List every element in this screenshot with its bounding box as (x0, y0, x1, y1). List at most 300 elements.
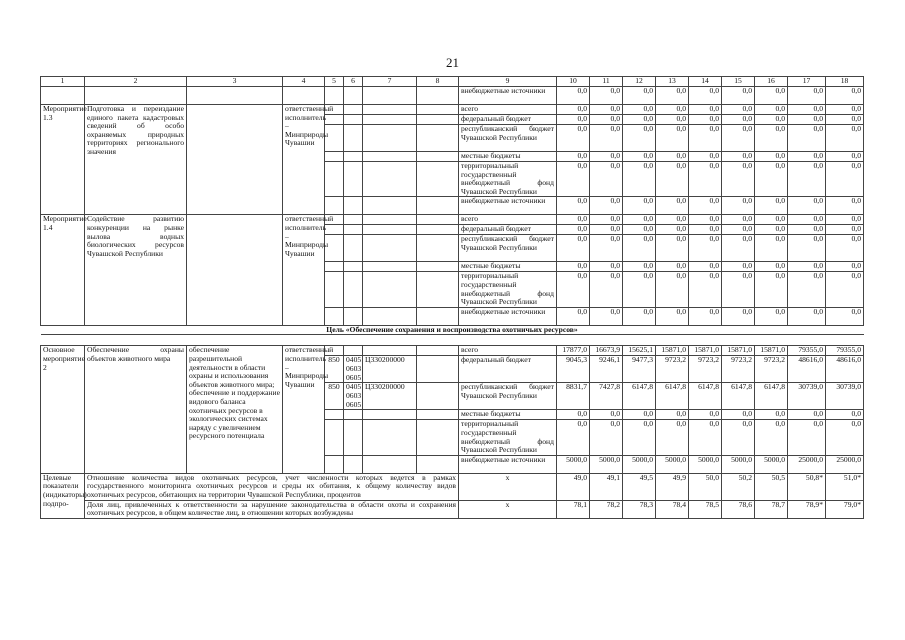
value-cell: 0,0 (656, 105, 689, 115)
empty-cell (344, 272, 363, 307)
value-cell: 0,0 (722, 125, 755, 152)
empty-cell (344, 455, 363, 473)
value-cell: 0,0 (788, 197, 826, 215)
value-cell: 0,0 (557, 262, 590, 272)
value-cell: 0,0 (656, 125, 689, 152)
value-cell: 0,0 (722, 115, 755, 125)
indicator-value: 79,0* (826, 500, 864, 518)
value-cell: 0,0 (826, 162, 864, 197)
column-number: 14 (689, 77, 722, 87)
column-number: 5 (325, 77, 344, 87)
value-cell: 0,0 (590, 125, 623, 152)
value-cell: 0,0 (826, 410, 864, 420)
empty-cell (344, 420, 363, 455)
empty-cell (325, 307, 344, 325)
header-row (41, 77, 864, 87)
source-label: местные бюджеты (459, 410, 557, 420)
empty-cell (344, 307, 363, 325)
value-cell: 0,0 (590, 215, 623, 225)
value-cell: 5000,0 (557, 455, 590, 473)
value-cell: 0,0 (755, 162, 788, 197)
value-cell: 0,0 (656, 215, 689, 225)
value-cell: 79355,0 (788, 346, 826, 356)
value-cell: 0,0 (689, 125, 722, 152)
value-cell: 0,0 (590, 410, 623, 420)
value-cell: 6147,8 (656, 383, 689, 410)
grbs-code: 850 (325, 356, 344, 383)
indicator-text: Доля лиц, привлеченных к ответственности за нарушение законодательства в области охоты и сохранения охотничьих ресурсов, в общем количестве лиц, в отношении которых возбуждены (85, 500, 459, 518)
column-number: 8 (417, 77, 459, 87)
empty-cell (363, 87, 417, 105)
value-cell: 0,0 (590, 262, 623, 272)
empty-cell (417, 152, 459, 162)
value-cell: 0,0 (755, 215, 788, 225)
value-cell: 0,0 (557, 235, 590, 262)
value-cell: 0,0 (656, 225, 689, 235)
value-cell: 0,0 (623, 272, 656, 307)
value-cell: 0,0 (826, 225, 864, 235)
measure-task (187, 215, 283, 325)
empty-cell (417, 410, 459, 420)
empty-cell (344, 87, 363, 105)
empty-cell (325, 420, 344, 455)
empty-cell (325, 272, 344, 307)
value-cell: 0,0 (557, 162, 590, 197)
column-number: 3 (187, 77, 283, 87)
value-cell: 0,0 (826, 197, 864, 215)
value-cell: 15871,0 (722, 346, 755, 356)
empty-cell (363, 420, 417, 455)
empty-cell (417, 125, 459, 152)
value-cell: 0,0 (722, 262, 755, 272)
empty-cell (41, 87, 85, 105)
value-cell: 0,0 (689, 420, 722, 455)
source-label: местные бюджеты (459, 262, 557, 272)
value-cell: 0,0 (557, 420, 590, 455)
value-cell: 48616,0 (788, 356, 826, 383)
value-cell: 0,0 (623, 162, 656, 197)
value-cell: 9477,3 (623, 356, 656, 383)
value-cell: 0,0 (755, 307, 788, 325)
indicator-row (41, 473, 864, 500)
empty-cell (417, 455, 459, 473)
column-number: 1 (41, 77, 85, 87)
value-cell: 0,0 (689, 162, 722, 197)
value-cell: 0,0 (656, 115, 689, 125)
value-cell: 0,0 (689, 105, 722, 115)
value-cell: 0,0 (590, 105, 623, 115)
indicator-value: 50,2 (722, 473, 755, 500)
empty-cell (283, 87, 325, 105)
value-cell: 0,0 (590, 162, 623, 197)
rzpr-code: 0405 0603 0605 (344, 356, 363, 383)
measure-name: Содействие развитию конкуренции на рынке вылова водных биологических ресурсов Чувашской Республики (85, 215, 187, 325)
csr-code: Ц330200000 (363, 356, 417, 383)
empty-cell (417, 197, 459, 215)
value-cell: 15871,0 (755, 346, 788, 356)
value-cell: 0,0 (590, 225, 623, 235)
value-cell: 0,0 (557, 225, 590, 235)
value-cell: 0,0 (590, 420, 623, 455)
source-label: территориальный государственный внебюджетный фонд Чувашской Республики (459, 420, 557, 455)
value-cell: 0,0 (755, 115, 788, 125)
value-cell: 6147,8 (689, 383, 722, 410)
empty-cell (187, 87, 283, 105)
column-number: 15 (722, 77, 755, 87)
value-cell: 0,0 (826, 87, 864, 105)
empty-cell (417, 420, 459, 455)
empty-cell (363, 125, 417, 152)
empty-cell (325, 197, 344, 215)
empty-cell (417, 105, 459, 115)
empty-cell (344, 162, 363, 197)
value-cell: 0,0 (590, 152, 623, 162)
value-cell: 15871,0 (689, 346, 722, 356)
value-cell: 30739,0 (788, 383, 826, 410)
source-label: республиканский бюджет Чувашской Республики (459, 235, 557, 262)
empty-cell (363, 225, 417, 235)
empty-cell (344, 152, 363, 162)
indicator-value: 49,9 (656, 473, 689, 500)
value-cell: 0,0 (722, 420, 755, 455)
value-cell: 0,0 (826, 272, 864, 307)
value-cell: 0,0 (557, 115, 590, 125)
source-label: всего (459, 215, 557, 225)
value-cell: 0,0 (656, 420, 689, 455)
value-cell: 0,0 (755, 410, 788, 420)
value-cell: 0,0 (623, 87, 656, 105)
value-cell: 0,0 (623, 410, 656, 420)
indicator-x: x (459, 473, 557, 500)
value-cell: 0,0 (755, 235, 788, 262)
value-cell: 15625,1 (623, 346, 656, 356)
empty-cell (417, 346, 459, 356)
empty-cell (363, 162, 417, 197)
value-cell: 0,0 (722, 225, 755, 235)
value-cell: 0,0 (722, 105, 755, 115)
column-number: 4 (283, 77, 325, 87)
value-cell: 0,0 (656, 272, 689, 307)
empty-cell (344, 115, 363, 125)
value-cell: 0,0 (557, 125, 590, 152)
empty-cell (344, 105, 363, 115)
value-cell: 0,0 (689, 152, 722, 162)
value-cell: 0,0 (557, 307, 590, 325)
source-label: территориальный государственный внебюджетный фонд Чувашской Республики (459, 272, 557, 307)
indicator-value: 49,0 (557, 473, 590, 500)
indicator-value: 78,3 (623, 500, 656, 518)
measure-status: Мероприятие 1.3 (41, 105, 85, 215)
empty-cell (417, 215, 459, 225)
empty-cell (363, 346, 417, 356)
value-cell: 0,0 (755, 225, 788, 235)
value-cell: 0,0 (788, 125, 826, 152)
value-cell: 0,0 (755, 262, 788, 272)
empty-cell (363, 105, 417, 115)
indicator-value: 78,6 (722, 500, 755, 518)
goal-heading: Цель «Обеспечение сохранения и воспроизводства охотничьих ресурсов» (41, 325, 864, 335)
indicator-value: 78,5 (689, 500, 722, 518)
value-cell: 0,0 (722, 197, 755, 215)
value-cell: 0,0 (590, 115, 623, 125)
empty-cell (417, 307, 459, 325)
value-cell: 0,0 (722, 410, 755, 420)
value-cell: 0,0 (826, 307, 864, 325)
empty-cell (417, 87, 459, 105)
value-cell: 5000,0 (689, 455, 722, 473)
value-cell: 16673,9 (590, 346, 623, 356)
source-label: республиканский бюджет Чувашской Республики (459, 383, 557, 410)
value-cell: 0,0 (722, 215, 755, 225)
spacer (41, 335, 864, 346)
value-cell: 0,0 (623, 197, 656, 215)
empty-cell (325, 115, 344, 125)
empty-cell (417, 262, 459, 272)
value-cell: 0,0 (623, 225, 656, 235)
value-cell: 0,0 (656, 235, 689, 262)
column-number: 13 (656, 77, 689, 87)
empty-cell (325, 225, 344, 235)
indicator-value: 78,2 (590, 500, 623, 518)
value-cell: 0,0 (590, 197, 623, 215)
value-cell: 6147,8 (722, 383, 755, 410)
column-number: 7 (363, 77, 417, 87)
value-cell: 0,0 (722, 272, 755, 307)
value-cell: 0,0 (689, 262, 722, 272)
empty-cell (363, 455, 417, 473)
value-cell: 5000,0 (755, 455, 788, 473)
source-label: федеральный бюджет (459, 115, 557, 125)
value-cell: 0,0 (755, 420, 788, 455)
value-cell: 0,0 (656, 410, 689, 420)
value-cell: 0,0 (788, 115, 826, 125)
source-label: внебюджетные источники (459, 197, 557, 215)
value-cell: 0,0 (689, 115, 722, 125)
value-cell: 0,0 (788, 162, 826, 197)
value-cell: 0,0 (722, 307, 755, 325)
value-cell: 0,0 (826, 215, 864, 225)
value-cell: 0,0 (557, 215, 590, 225)
empty-cell (344, 410, 363, 420)
indicator-value: 78,4 (656, 500, 689, 518)
indicator-text: Отношение количества видов охотничьих ресурсов, учет численности которых ведется в рамках государственного мониторинга охотничьих ресурсов и среды их обитания, к общему количеству видов охотничьих ресурсов, обитающих на территории Чувашской Республики, процентов (85, 473, 459, 500)
value-cell: 0,0 (623, 235, 656, 262)
empty-cell (363, 115, 417, 125)
value-cell: 0,0 (722, 235, 755, 262)
column-number: 9 (459, 77, 557, 87)
value-cell: 9723,2 (722, 356, 755, 383)
value-cell: 0,0 (722, 87, 755, 105)
value-cell: 0,0 (557, 410, 590, 420)
empty-cell (325, 262, 344, 272)
value-cell: 0,0 (755, 125, 788, 152)
empty-cell (325, 152, 344, 162)
indicator-value: 50,0 (689, 473, 722, 500)
value-cell: 0,0 (788, 87, 826, 105)
value-cell: 0,0 (788, 272, 826, 307)
indicator-value: 49,5 (623, 473, 656, 500)
responsible-executor: ответственный исполнитель – Минприроды Чувашии (283, 215, 325, 325)
value-cell: 0,0 (656, 152, 689, 162)
empty-cell (344, 125, 363, 152)
measure-name: Подготовка и переиздание единого пакета кадастровых сведений об особо охраняемых природных территориях регионального значения (85, 105, 187, 215)
value-cell: 0,0 (689, 197, 722, 215)
value-cell: 6147,8 (755, 383, 788, 410)
value-cell: 0,0 (755, 197, 788, 215)
empty-cell (363, 152, 417, 162)
value-cell: 8831,7 (557, 383, 590, 410)
indicator-value: 78,7 (755, 500, 788, 518)
value-cell: 0,0 (755, 152, 788, 162)
empty-cell (325, 410, 344, 420)
measure-task (187, 105, 283, 215)
value-cell: 0,0 (788, 410, 826, 420)
empty-cell (363, 215, 417, 225)
measure-task: обеспечение разрешительной деятельности в области охраны и использования объектов животного мира; обеспечение и поддержание видового баланса охотничьих ресурсов в экологических системах наряду с увеличением ресурсного потенциала (187, 346, 283, 473)
indicator-x: x (459, 500, 557, 518)
value-cell: 0,0 (722, 152, 755, 162)
value-cell: 0,0 (788, 307, 826, 325)
value-cell: 0,0 (689, 225, 722, 235)
value-cell: 0,0 (826, 105, 864, 115)
table-row (41, 105, 864, 115)
value-cell: 5000,0 (623, 455, 656, 473)
indicator-value: 50,8* (788, 473, 826, 500)
value-cell: 48616,0 (826, 356, 864, 383)
source-label: федеральный бюджет (459, 225, 557, 235)
value-cell: 0,0 (590, 272, 623, 307)
responsible-executor: ответственный исполнитель – Минприроды Чувашии (283, 346, 325, 473)
value-cell: 0,0 (788, 215, 826, 225)
indicator-row (41, 500, 864, 518)
empty-cell (417, 383, 459, 410)
value-cell: 0,0 (689, 87, 722, 105)
empty-cell (417, 272, 459, 307)
empty-cell (344, 235, 363, 262)
empty-cell (325, 87, 344, 105)
empty-cell (417, 115, 459, 125)
csr-code: Ц330200000 (363, 383, 417, 410)
value-cell: 0,0 (557, 197, 590, 215)
value-cell: 0,0 (826, 235, 864, 262)
value-cell: 9723,2 (656, 356, 689, 383)
value-cell: 0,0 (623, 262, 656, 272)
value-cell: 25000,0 (826, 455, 864, 473)
value-cell: 0,0 (788, 235, 826, 262)
empty-cell (325, 455, 344, 473)
value-cell: 0,0 (656, 162, 689, 197)
table-row (41, 87, 864, 105)
value-cell: 0,0 (755, 87, 788, 105)
rzpr-code: 0405 0603 0605 (344, 383, 363, 410)
column-number: 11 (590, 77, 623, 87)
measure-status: Мероприятие 1.4 (41, 215, 85, 325)
value-cell: 9723,2 (755, 356, 788, 383)
measure-name: Обеспечение охраны объектов животного мира (85, 346, 187, 473)
column-number: 16 (755, 77, 788, 87)
value-cell: 9723,2 (689, 356, 722, 383)
indicator-value: 51,0* (826, 473, 864, 500)
value-cell: 6147,8 (623, 383, 656, 410)
indicators-label: Целевые показатели (индикаторы) подпро- (41, 473, 85, 518)
value-cell: 5000,0 (590, 455, 623, 473)
measure-status: Основное мероприятие 2 (41, 346, 85, 473)
column-number: 2 (85, 77, 187, 87)
value-cell: 0,0 (590, 307, 623, 325)
value-cell: 9246,1 (590, 356, 623, 383)
value-cell: 5000,0 (722, 455, 755, 473)
value-cell: 15871,0 (656, 346, 689, 356)
value-cell: 0,0 (590, 87, 623, 105)
value-cell: 30739,0 (826, 383, 864, 410)
empty-cell (344, 197, 363, 215)
page-number: 21 (446, 55, 459, 70)
responsible-executor: ответственный исполнитель – Минприроды Чувашии (283, 105, 325, 215)
table-row (41, 215, 864, 225)
value-cell: 0,0 (557, 105, 590, 115)
empty-cell (363, 307, 417, 325)
value-cell: 0,0 (557, 272, 590, 307)
value-cell: 0,0 (826, 115, 864, 125)
empty-cell (363, 410, 417, 420)
value-cell: 0,0 (623, 307, 656, 325)
empty-cell (363, 262, 417, 272)
value-cell: 0,0 (623, 420, 656, 455)
value-cell: 0,0 (788, 262, 826, 272)
value-cell: 0,0 (656, 87, 689, 105)
empty-cell (417, 225, 459, 235)
column-number: 12 (623, 77, 656, 87)
indicator-value: 49,1 (590, 473, 623, 500)
value-cell: 0,0 (755, 272, 788, 307)
empty-cell (417, 162, 459, 197)
source-label: территориальный государственный внебюджетный фонд Чувашской Республики (459, 162, 557, 197)
value-cell: 9045,3 (557, 356, 590, 383)
budget-table (40, 76, 864, 519)
value-cell: 0,0 (623, 105, 656, 115)
value-cell: 0,0 (755, 105, 788, 115)
column-number: 10 (557, 77, 590, 87)
empty-cell (417, 356, 459, 383)
empty-cell (344, 262, 363, 272)
value-cell: 0,0 (788, 105, 826, 115)
value-cell: 0,0 (656, 307, 689, 325)
value-cell: 0,0 (722, 162, 755, 197)
value-cell: 0,0 (623, 125, 656, 152)
empty-cell (363, 272, 417, 307)
source-label: республиканский бюджет Чувашской Республики (459, 125, 557, 152)
source-label: федеральный бюджет (459, 356, 557, 383)
indicator-value: 78,9* (788, 500, 826, 518)
empty-cell (85, 87, 187, 105)
indicator-value: 50,5 (755, 473, 788, 500)
goal-row (41, 325, 864, 335)
value-cell: 0,0 (826, 125, 864, 152)
empty-cell (344, 346, 363, 356)
value-cell: 0,0 (557, 152, 590, 162)
value-cell: 0,0 (590, 235, 623, 262)
value-cell: 0,0 (623, 152, 656, 162)
grbs-code: 850 (325, 383, 344, 410)
value-cell: 79355,0 (826, 346, 864, 356)
empty-cell (363, 235, 417, 262)
value-cell: 7427,8 (590, 383, 623, 410)
source-label: внебюджетные источники (459, 455, 557, 473)
source-label: всего (459, 346, 557, 356)
column-number: 6 (344, 77, 363, 87)
value-cell: 0,0 (826, 152, 864, 162)
column-number: 17 (788, 77, 826, 87)
